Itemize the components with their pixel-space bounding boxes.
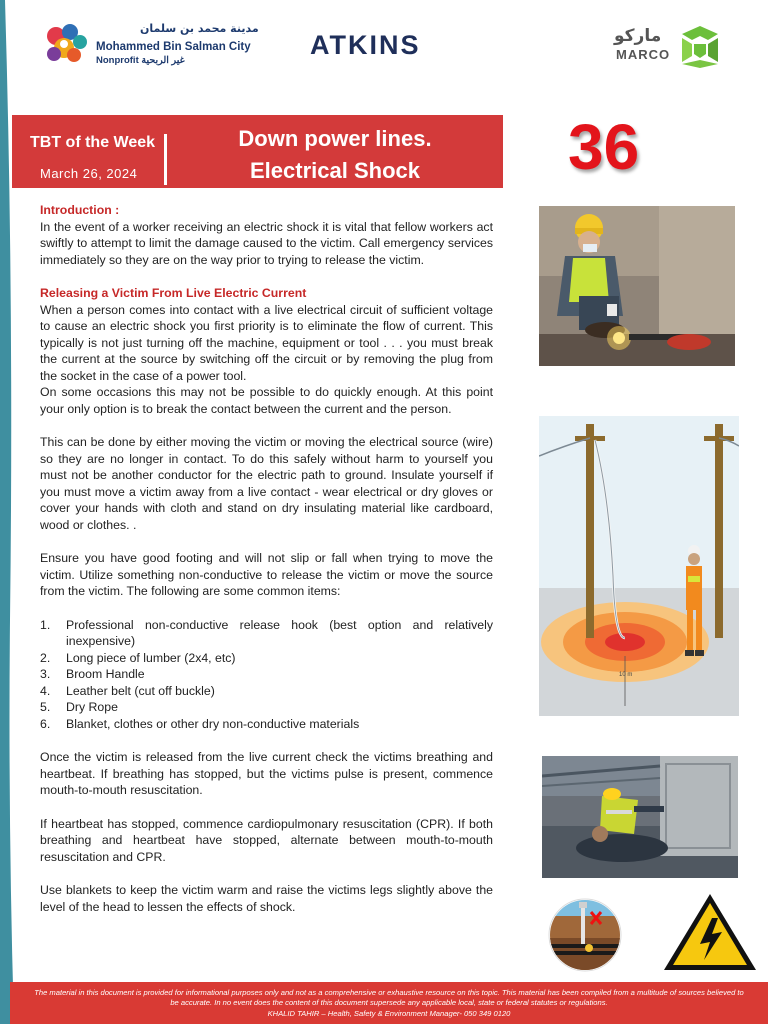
downed-power-line-diagram [539,416,739,716]
article-body [40,202,493,915]
footer-disclaimer: The material in this document is provided for informational purposes only and not as a comprehensive or exhaustive resource on this topic. This material has been compiled from a multitude of sources believed to be accurate. In no event does the content of this document supersede any applicable local, state or federal statutes or regulations. [34,988,744,1007]
mbs-nonprofit-label: Nonprofit غير الربحية [96,55,185,66]
list-item: 5. Dry Rope [40,700,118,714]
mbs-city-logo [44,22,264,72]
intro-heading: Introduction : [40,203,120,217]
title-banner [12,115,503,188]
release-heading: Releasing a Victim From Live Electric Current [40,286,307,300]
list-item: 6. Blanket, clothes or other dry non-conductive materials [40,716,360,731]
list-item: 4. Leather belt (cut off buckle) [40,683,215,698]
after-paragraph-3: Use blankets to keep the victim warm and raise the victims legs slightly above the level of the head to lessen the effects of shock. [40,883,493,914]
footer-contact: KHALID TAHIR – Health, Safety & Environment Manager- 050 349 0120 [267,1009,511,1018]
banner-title-line2: Electrical Shock [250,158,420,183]
mbs-city-mark-icon [44,22,92,66]
marco-mark-icon [678,26,722,68]
banner-date: March 26, 2024 [40,166,138,181]
tbt-label: TBT of the Week [30,134,156,151]
marco-name: MARCO [616,47,671,62]
banner-title-line1: Down power lines. [238,126,432,151]
release-paragraph-2: On some occasions this may not be possible to do quickly enough. At this point your only option is to break the contact between the current and the person. [40,385,493,416]
after-paragraph-1: Once the victim is released from the live current check the victims breathing and heartbeat. If breathing has stopped, but the victims pulse is present, commence mouth-to-mouth resuscitation. [40,750,493,797]
release-paragraph-4: Ensure you have good footing and will not slip or fall when trying to move the victim. Utilize something non-conductive to release the victim or move the source from the victim. The following are some common items: [40,551,493,598]
mbs-arabic-name: مدينة محمد بن سلمان [140,22,259,35]
welder-photo [539,206,735,366]
marco-logo [612,26,722,70]
intro-paragraph: In the event of a worker receiving an electric shock it is vital that fellow workers act swiftly to attempt to limit the damage caused to the victim. Call emergency services immediately so they are on the way prior to trying to release the victim. [40,219,493,267]
release-items-list [40,617,493,733]
diagram-distance-label: 10 m [619,672,633,678]
atkins-logo: ATKINS [310,30,421,60]
underground-cable-icon [545,898,625,972]
release-paragraph-3: This can be done by either moving the victim or moving the electrical source (wire) so they are no longer in contact. To do this safely without harm to yourself you must not be another conductor for the electric path to ground. Insulate yourself if you must move a victim away from a live contact - wear electrical or dry gloves or cover your hands with cloth and stand on dry insulating material like cardboard, wood or clothes. . [40,435,493,532]
after-paragraph-2: If heartbeat has stopped, commence cardiopulmonary resuscitation (CPR). If both breathing and heartbeat have stopped, alternate between mouth-to-mouth resuscitation and CPR. [40,816,493,864]
marco-arabic-name: ماركو [614,26,662,46]
tbt-number: 36 [568,111,640,183]
high-voltage-warning-icon [662,892,758,972]
list-item: 2. Long piece of lumber (2x4, etc) [40,650,236,665]
release-paragraph-1: When a person comes into contact with a live electrical circuit of sufficient voltage to cause an electric shock you first priority is to eliminate the flow of current. This typically is not just turning off the machine, equipment or tool . . . you must break the current at the source by switching off the circuit or by removing the plug from the socket in the case of a power tool. [40,302,493,383]
list-item: 3. Broom Handle [40,667,145,681]
banner-divider [164,134,167,185]
shocked-worker-photo [542,756,738,878]
mbs-english-name: Mohammed Bin Salman City [96,41,251,53]
footer-bar [10,982,768,1024]
list-item: 1. Professional non-conductive release hook (best option and relatively inexpensive) [40,617,493,648]
